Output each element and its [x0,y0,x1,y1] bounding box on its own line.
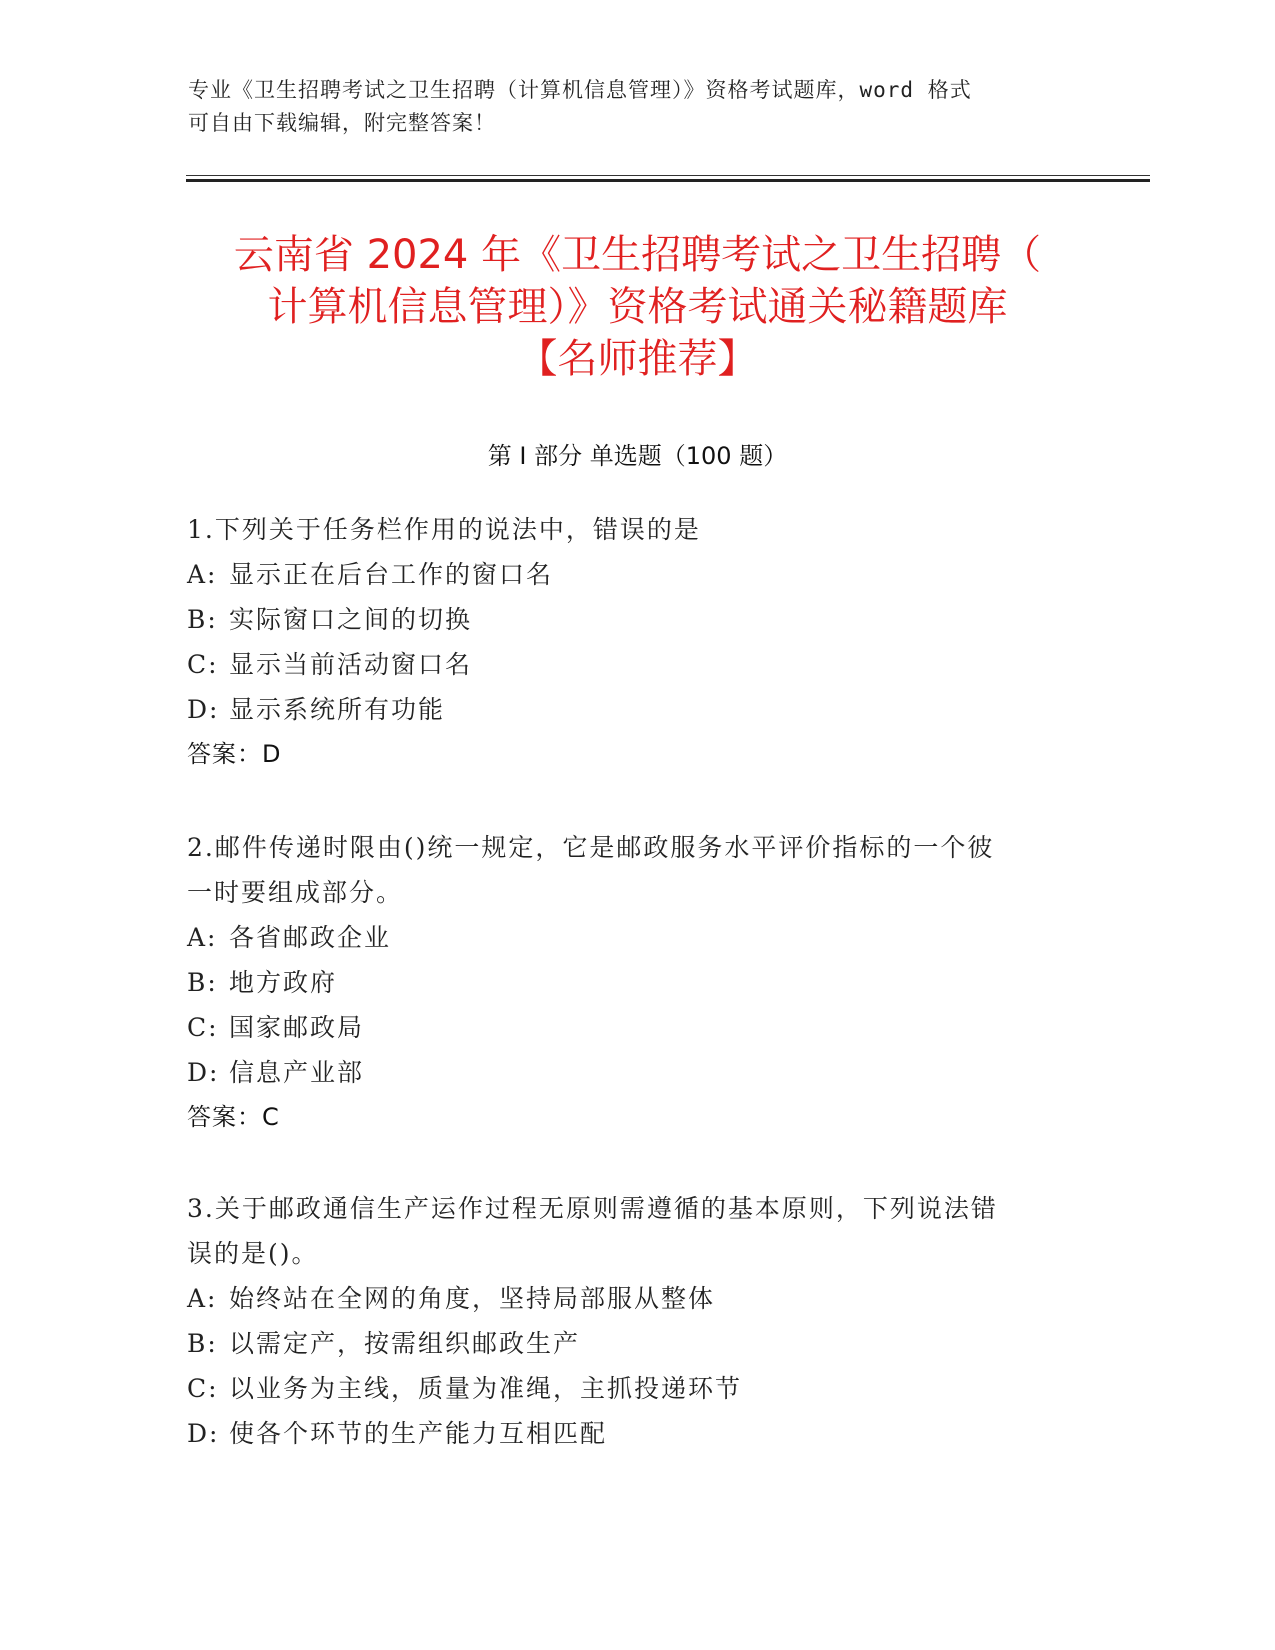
document-title-line-2: 计算机信息管理）》资格考试通关秘籍题库 [267,284,1008,330]
option-text: 始终站在全网的角度，坚持局部服从整体 [229,1284,716,1313]
header-note-line-2: 可自由下载编辑，附完整答案！ [188,111,496,135]
header-note-line-1: 专业《卫生招聘考试之卫生招聘（计算机信息管理）》资格考试题库，word 格式 [188,78,972,102]
option-key: D: [187,695,220,724]
option-key: C: [187,1013,219,1042]
answer-text: 答案：C [187,1103,280,1131]
question-stem-line-1: 3.关于邮政通信生产运作过程无原则需遵循的基本原则，下列说法错 [187,1194,998,1223]
question-stem-line-2: 误的是()。 [187,1239,319,1268]
option-c [187,1005,1067,1050]
option-b [187,960,1067,1005]
option-key: C: [187,1374,219,1403]
option-a [187,915,1067,960]
answer-text: 答案：D [187,740,282,768]
option-d [187,1411,1067,1456]
option-a [187,1276,1067,1321]
option-a [187,552,1067,597]
option-text: 使各个环节的生产能力互相匹配 [229,1419,608,1448]
option-key: B: [187,605,218,634]
option-b [187,597,1067,642]
option-c [187,642,1067,687]
header-divider-thick [186,179,1150,182]
option-text: 以需定产，按需组织邮政生产 [229,1329,581,1358]
option-c [187,1366,1067,1411]
option-d [187,687,1067,732]
option-text: 以业务为主线，质量为准绳，主抓投递环节 [229,1374,743,1403]
option-key: B: [187,968,218,997]
option-text: 显示当前活动窗口名 [229,650,473,679]
document-title [150,229,1125,385]
question-3 [187,1186,1067,1456]
option-key: A: [187,560,218,589]
question-stem-line-2: 一时要组成部分。 [187,878,404,907]
question-stem: 1.下列关于任务栏作用的说法中，错误的是 [187,515,701,544]
document-title-line-3: 【名师推荐】 [517,336,758,382]
option-key: C: [187,650,219,679]
option-key: A: [187,1284,218,1313]
option-text: 实际窗口之间的切换 [229,605,473,634]
option-text: 信息产业部 [229,1058,365,1087]
option-key: A: [187,923,218,952]
option-d [187,1050,1067,1095]
option-text: 地方政府 [229,968,338,997]
header-divider-thin [186,175,1150,176]
question-1 [187,507,1067,777]
option-text: 显示系统所有功能 [229,695,446,724]
option-text: 国家邮政局 [229,1013,365,1042]
question-stem-line-1: 2.邮件传递时限由()统一规定，它是邮政服务水平评价指标的一个彼 [187,833,995,862]
option-key: B: [187,1329,218,1358]
option-b [187,1321,1067,1366]
option-key: D: [187,1058,220,1087]
header-note [188,74,1068,140]
option-text: 显示正在后台工作的窗口名 [229,560,554,589]
question-2 [187,825,1067,1140]
section-heading: 第 I 部分 单选题（100 题） [487,442,788,470]
option-key: D: [187,1419,220,1448]
option-text: 各省邮政企业 [229,923,392,952]
document-title-line-1: 云南省 2024 年《卫生招聘考试之卫生招聘（ [233,232,1042,278]
